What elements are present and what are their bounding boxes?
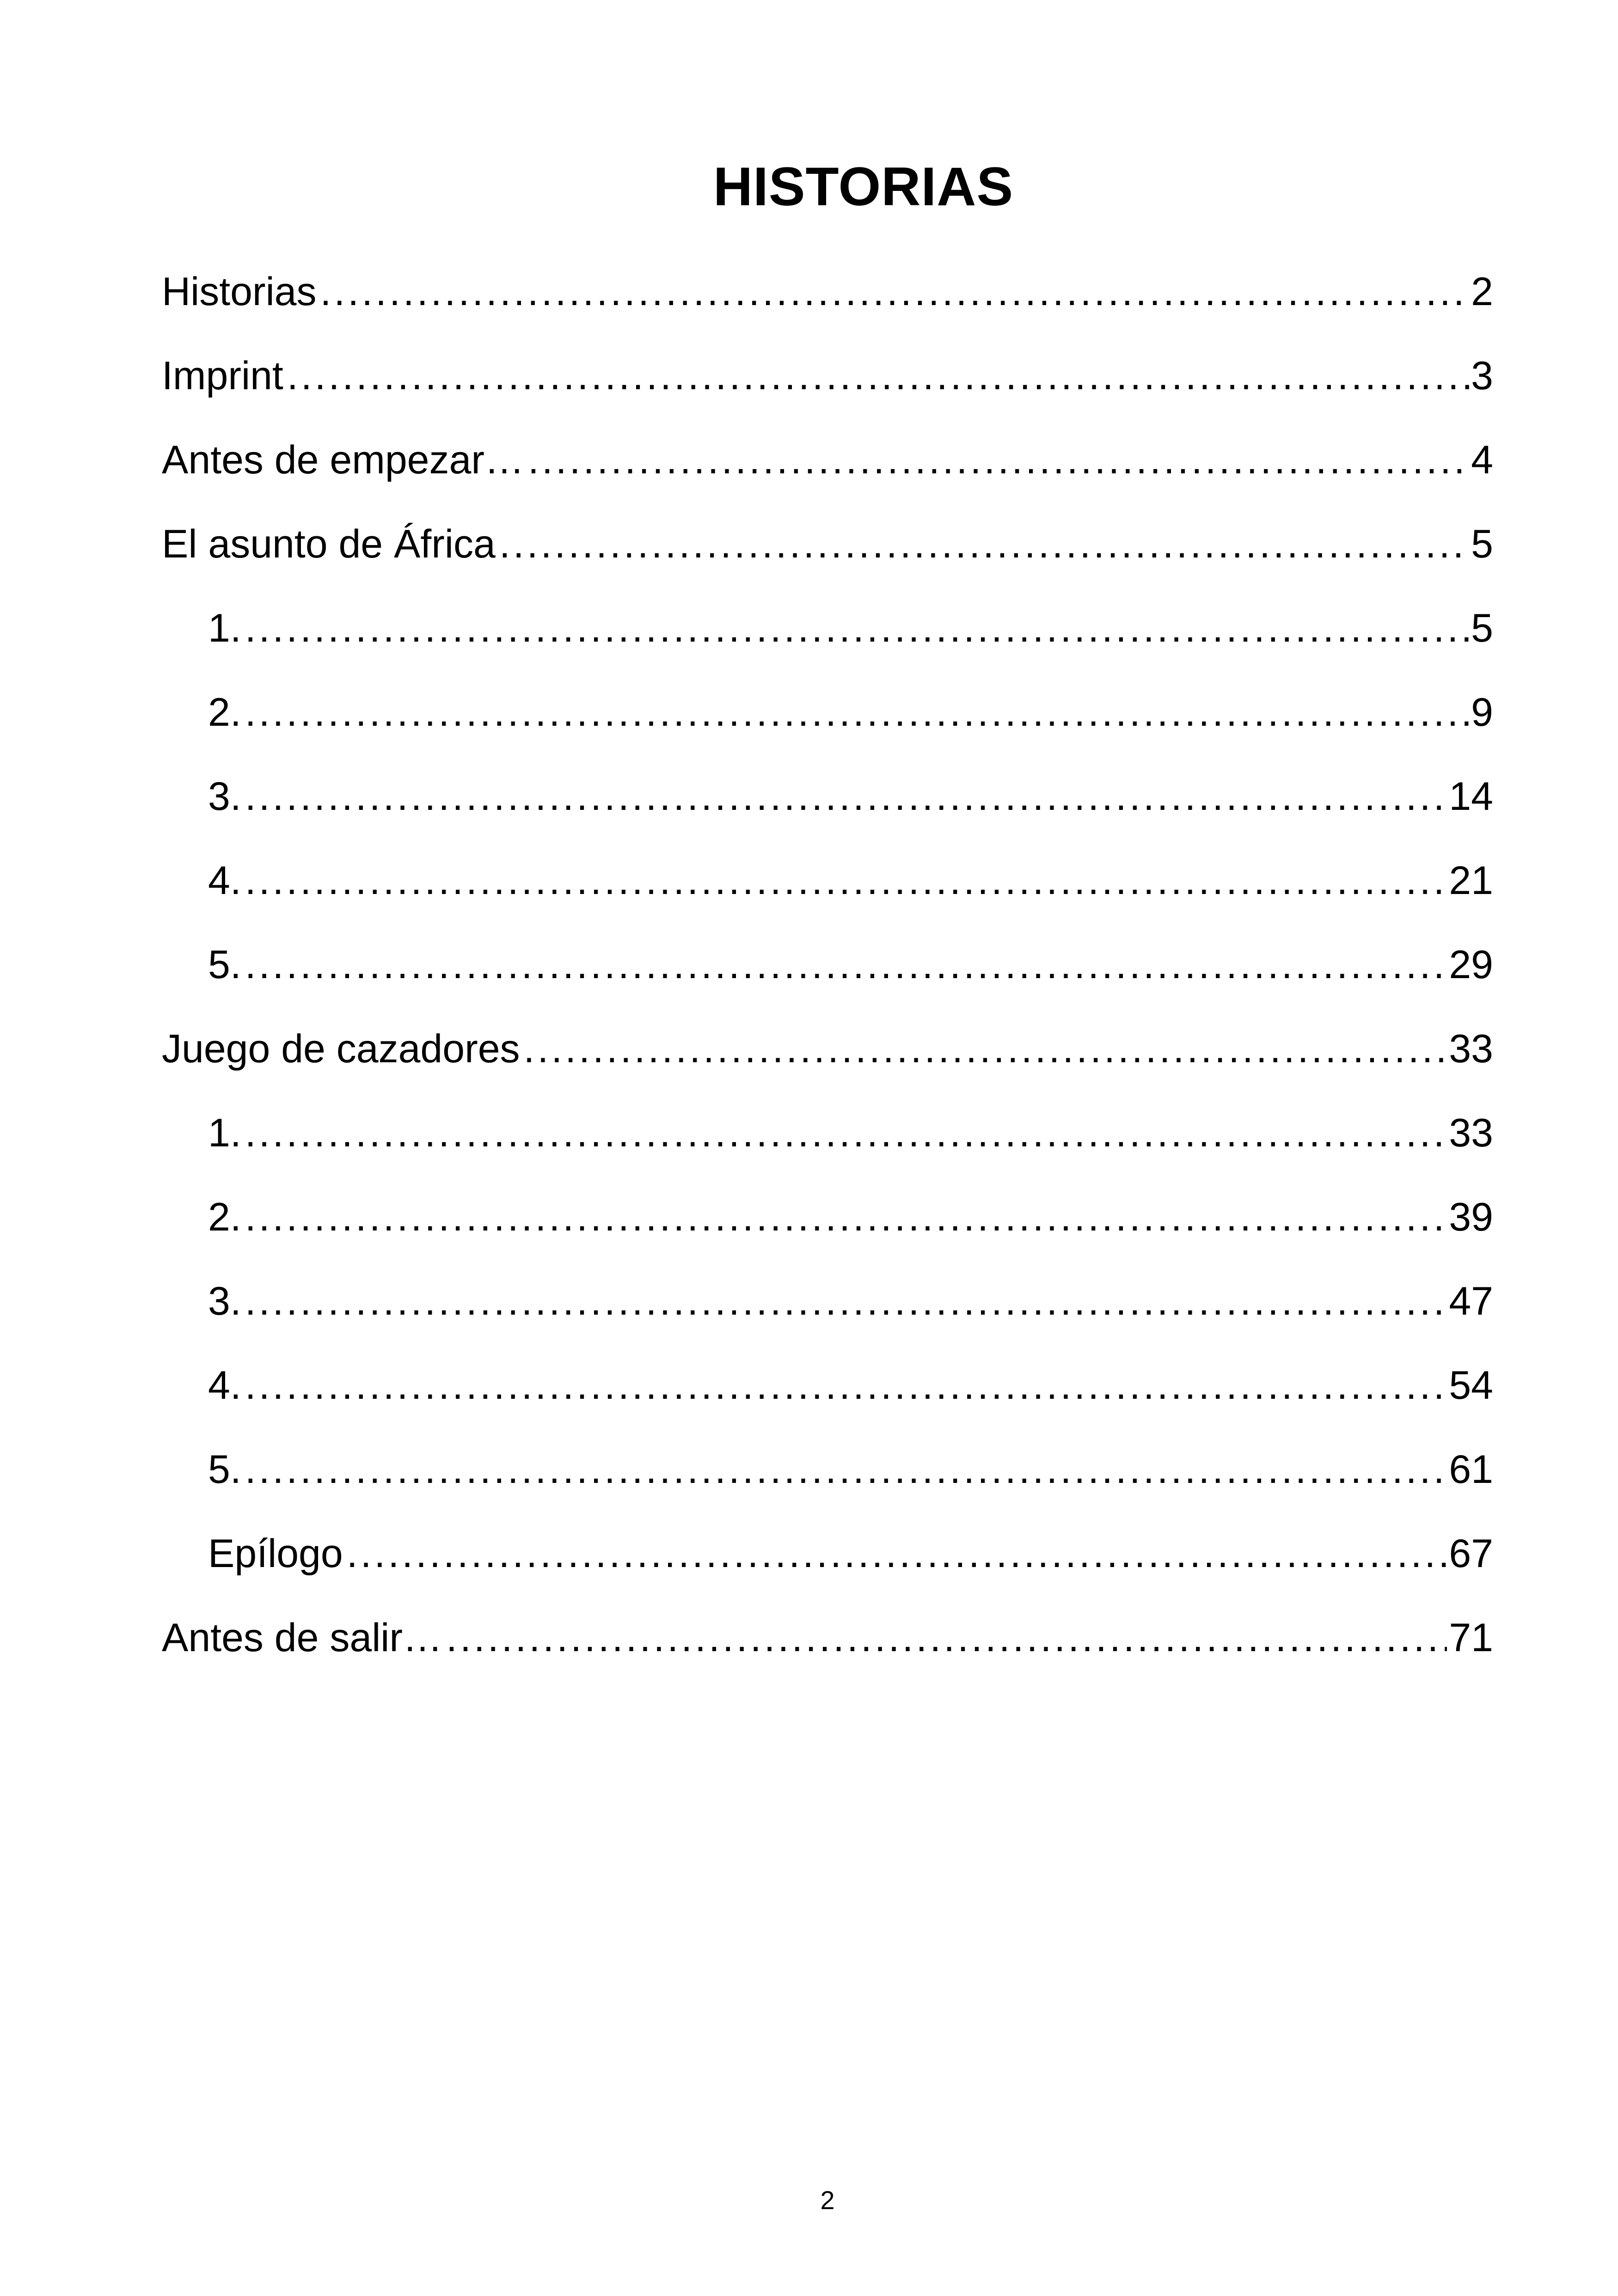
toc-entry-cazadores-chapter-1[interactable]	[162, 1091, 1493, 1175]
dot-leader	[245, 1278, 1447, 1324]
dot-leader	[499, 521, 1469, 567]
dot-leader	[347, 1531, 1447, 1577]
toc-entry-africa-chapter-3[interactable]	[162, 754, 1493, 839]
toc-entry-label: 3.	[208, 1279, 241, 1323]
toc-entry-page: 14	[1449, 774, 1493, 819]
toc-entry-page: 71	[1449, 1616, 1493, 1660]
toc-entry-africa-chapter-2[interactable]	[162, 670, 1493, 754]
dot-leader	[245, 605, 1469, 651]
toc-entry-label: 2.	[208, 1195, 241, 1239]
toc-entry-label: 2.	[208, 690, 241, 735]
dot-leader	[245, 857, 1447, 904]
dot-leader	[245, 942, 1447, 988]
toc-entry-page: 3	[1471, 354, 1493, 398]
toc-entry-africa-chapter-4[interactable]	[162, 839, 1493, 923]
dot-leader	[245, 1362, 1447, 1408]
toc-entry-label: 4.	[208, 1363, 241, 1408]
dot-leader	[528, 437, 1469, 483]
toc-entry-epilogo[interactable]	[162, 1512, 1493, 1596]
toc-entry-africa-chapter-1[interactable]	[162, 586, 1493, 670]
toc-entry-imprint[interactable]	[162, 334, 1493, 418]
toc-entry-page: 4	[1471, 438, 1493, 482]
toc-entry-antes-de-salir[interactable]	[162, 1596, 1493, 1680]
toc-entry-label: 5.	[208, 943, 241, 987]
toc-entry-label: 4.	[208, 858, 241, 903]
dot-leader	[245, 1110, 1447, 1156]
dot-leader	[245, 773, 1447, 820]
page-title: HISTORIAS	[713, 156, 1014, 218]
toc-entry-label: El asunto de África	[162, 522, 496, 566]
table-of-contents	[162, 250, 1493, 1680]
toc-entry-label: Epílogo	[208, 1531, 343, 1576]
dot-leader	[287, 353, 1469, 399]
toc-entry-label: Antes de salir…	[162, 1616, 443, 1660]
toc-entry-page: 47	[1449, 1279, 1493, 1323]
toc-entry-label: Imprint	[162, 354, 283, 398]
toc-entry-page: 29	[1449, 943, 1493, 987]
dot-leader	[320, 269, 1470, 315]
toc-entry-label: 3.	[208, 774, 241, 819]
dot-leader	[446, 1615, 1447, 1661]
toc-entry-page: 67	[1449, 1531, 1493, 1576]
toc-entry-page: 9	[1471, 690, 1493, 735]
toc-entry-label: Juego de cazadores	[162, 1027, 520, 1071]
toc-entry-cazadores-chapter-3[interactable]	[162, 1259, 1493, 1343]
toc-entry-page: 39	[1449, 1195, 1493, 1239]
toc-entry-label: 1.	[208, 606, 241, 650]
dot-leader	[524, 1026, 1447, 1072]
toc-entry-label: 5.	[208, 1447, 241, 1492]
toc-entry-historias[interactable]	[162, 250, 1493, 334]
toc-entry-label: Antes de empezar…	[162, 438, 524, 482]
toc-entry-cazadores-chapter-2[interactable]	[162, 1175, 1493, 1259]
page-number: 2	[820, 2186, 835, 2215]
toc-entry-page: 2	[1471, 269, 1493, 314]
toc-entry-page: 21	[1449, 858, 1493, 903]
dot-leader	[245, 1194, 1447, 1240]
toc-entry-antes-de-empezar[interactable]	[162, 418, 1493, 502]
toc-entry-page: 54	[1449, 1363, 1493, 1408]
toc-entry-page: 5	[1471, 522, 1493, 566]
toc-entry-label: Historias	[162, 269, 317, 314]
toc-entry-page: 33	[1449, 1111, 1493, 1155]
toc-entry-africa-chapter-5[interactable]	[162, 923, 1493, 1007]
dot-leader	[245, 689, 1469, 735]
toc-entry-cazadores-chapter-5[interactable]	[162, 1427, 1493, 1512]
toc-entry-cazadores-chapter-4[interactable]	[162, 1343, 1493, 1427]
toc-entry-page: 61	[1449, 1447, 1493, 1492]
toc-entry-el-asunto-de-africa[interactable]	[162, 502, 1493, 586]
dot-leader	[245, 1446, 1447, 1493]
toc-entry-label: 1.	[208, 1111, 241, 1155]
toc-entry-page: 33	[1449, 1027, 1493, 1071]
toc-entry-page: 5	[1471, 606, 1493, 650]
toc-entry-juego-de-cazadores[interactable]	[162, 1007, 1493, 1091]
